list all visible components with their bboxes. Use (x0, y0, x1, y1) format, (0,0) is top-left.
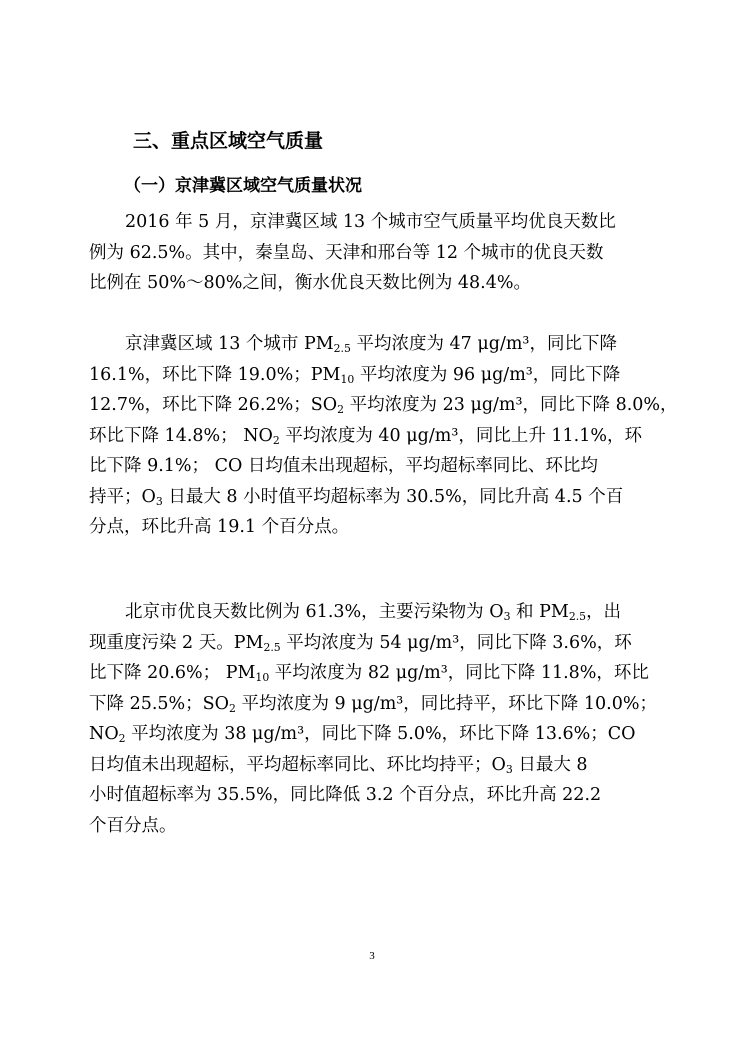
paragraph-line: 日均值未出现超标，平均超标率同比、环比均持平；$O_3$ 日最大 8 (89, 754, 588, 776)
paragraph-line: 现重度污染 2 天。$PM_{2.5}$ 平均浓度为 54 μg/m³，同比下降 3.6%，环 (89, 632, 632, 654)
paragraph-line: 下降 25.5%；$SO_2$ 平均浓度为 9 μg/m³，同比持平，环比下降 10.0%； (89, 693, 657, 715)
paragraph-line: 12.7%，环比下降 26.2%；$SO_2$ 平均浓度为 23 μg/m³，同比下降 8.0%， (89, 395, 678, 417)
paragraph-line: 分点，环比升高 19.1 个百分点。 (89, 517, 350, 537)
paragraph-line: 环比下降 14.8%； $NO_2$ 平均浓度为 40 μg/m³，同比上升 11.1%，环 (89, 425, 642, 447)
paragraph-line: 16.1%，环比下降 19.0%；$PM_{10}$ 平均浓度为 96 μg/m³，同比下降 (89, 364, 621, 386)
section-title: 三、重点区域空气质量 (133, 130, 324, 152)
paragraph-line: 例为 62.5%。其中，秦皇岛、天津和邢台等 12 个城市的优良天数 (89, 242, 604, 263)
paragraph-line: 京津冀区域 13 个城市 $PM_{2.5}$ 平均浓度为 47 μg/m³，同比下降 (125, 334, 617, 356)
paragraph-regional-pollutants (89, 329, 678, 543)
paragraph-line: 北京市优良天数比例为 61.3%，主要污染物为 $O_3$ 和 $PM_{2.5}$，出 (125, 602, 622, 624)
paragraph-line: 比下降 20.6%； $PM_{10}$ 平均浓度为 82 μg/m³，同比下降 11.8%，环比 (89, 663, 649, 685)
paragraph-line: 小时值超标率为 35.5%，同比降低 3.2 个百分点，环比升高 22.2 (89, 785, 602, 805)
paragraph-beijing-tianjin-hebei-good-days (89, 207, 659, 299)
paragraph-line: 个百分点。 (89, 815, 177, 836)
paragraph-line: 比例在 50%～80%之间，衡水优良天数比例为 48.4%。 (89, 273, 532, 293)
paragraph-line: 2016 年 5 月，京津冀区域 13 个城市空气质量平均优良天数比 (125, 212, 616, 232)
page-number: 3 (369, 950, 375, 962)
paragraph-beijing-air-quality (89, 597, 659, 841)
subsection-title: （一）京津冀区域空气质量状况 (124, 176, 362, 196)
paragraph-line: 持平；$O_3$ 日最大 8 小时值平均超标率为 30.5%，同比升高 4.5 个百 (89, 486, 624, 508)
paragraph-line: 比下降 9.1%； CO 日均值未出现超标，平均超标率同比、环比均 (89, 456, 598, 476)
paragraph-line: $NO_2$ 平均浓度为 38 μg/m³，同比下降 5.0%，环比下降 13.6%；CO (89, 724, 636, 746)
